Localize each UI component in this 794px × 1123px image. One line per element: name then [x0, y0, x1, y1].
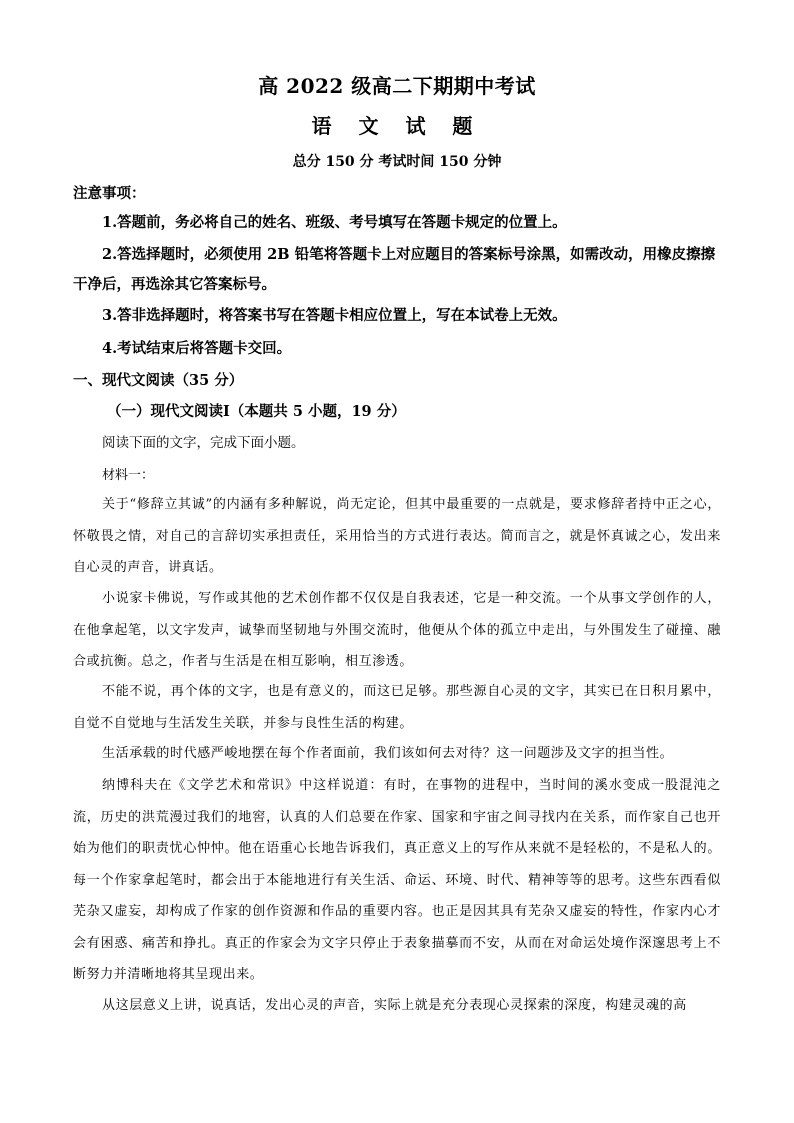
subject-title: 语 文 试 题 [311, 114, 483, 138]
notice-item: 3.答非选择题时，将答案书写在答题卡相应位置上，写在本试卷上无效。 [102, 307, 567, 324]
reading-instruction: 阅读下面的文字，完成下面小题。 [102, 435, 305, 451]
material-label: 材料一： [102, 468, 155, 483]
material-paragraph: 不能不说，再个体的文字，也是有意义的，而这已足够。那些源自心灵的文字，其实已在日积月累中，自觉不自觉地与生活发生关联，并参与良性生活的构建。 [73, 684, 721, 731]
material-paragraph: 小说家卡佛说，写作或其他的艺术创作都不仅仅是自我表述，它是一种交流。一个从事文学创作的人，在他拿起笔，以文字发声，诚挚而坚韧地与外围交流时，他便从个体的孤立中走出，与外围发生了碰撞、融合或抗衡。总之，作者与生活是在相互影响，相互渗透。 [73, 591, 721, 669]
material-paragraph: 生活承载的时代感严峻地摆在每个作者面前，我们该如何去对待？这一问题涉及文字的担当性。 [102, 746, 674, 761]
exam-title: 高 2022 级高二下期期中考试 [258, 74, 536, 98]
notice-item: 4.考试结束后将答题卡交回。 [102, 340, 292, 357]
material-paragraph: 纳博科夫在《文学艺术和常识》中这样说道：有时，在事物的进程中，当时间的溪水变成一股混沌之流，历史的洪荒漫过我们的地窖，认真的人们总要在作家、国家和宇宙之间寻找内在关系，而作家自己也开始为他们的职责忧心忡忡。他在语重心长地告诉我们，真正意义上的写作从来就不是轻松的，不是私人的。每一个作家拿起笔时，都会出于本能地进行有关生活、命运、环境、时代、精神等等的思考。这些东西看似芜杂又虚妄，却构成了作家的创作资源和作品的重要内容。也正是因其具有芜杂又虚妄的特性，作家内心才会有困惑、痛苦和挣扎。真正的作家会为文字只停止于表象描摹而不安，从而在对命运处境作深邃思考上不断努力并清晰地将其呈现出来。 [73, 778, 721, 982]
notice-title: 注意事项： [73, 185, 146, 202]
section-title: 一、现代文阅读（35 分） [73, 372, 244, 389]
material-paragraph: 关于“修辞立其诚”的内涵有多种解说，尚无定论，但其中最重要的一点就是，要求修辞者持中正之心，怀敬畏之情，对自己的言辞切实承担责任，采用恰当的方式进行表达。简而言之，就是怀真诚之心，发出来自心灵的声音，讲真话。 [73, 497, 721, 575]
section-subtitle: （一）现代文阅读Ⅰ（本题共 5 小题，19 分） [107, 403, 406, 420]
material-paragraph: 从这层意义上讲，说真话，发出心灵的声音，实际上就是充分表现心灵探索的深度，构建灵魂的高 [102, 998, 687, 1013]
notice-item: 2.答选择题时，必须使用 2B 铅笔将答题卡上对应题目的答案标号涂黑，如需改动，用橡皮擦擦干净后，再选涂其它答案标号。 [73, 246, 716, 293]
exam-meta: 总分 150 分 考试时间 150 分钟 [292, 154, 502, 170]
notice-item: 1.答题前，务必将自己的姓名、班级、考号填写在答题卡规定的位置上。 [102, 214, 567, 231]
